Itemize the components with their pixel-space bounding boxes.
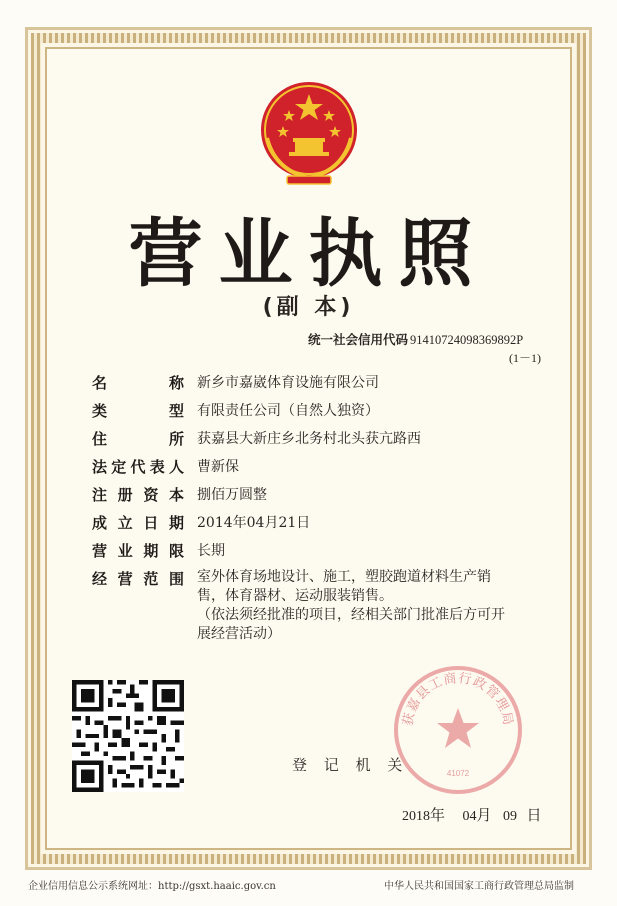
field-row-type: [92, 400, 562, 428]
scope-line: 售，体育器材、运动服装销售。: [197, 588, 393, 604]
day-unit: 日: [526, 806, 542, 824]
field-label: 经 营 范 围: [92, 570, 184, 588]
scope-line: 室外体育场地设计、施工，塑胶跑道材料生产销: [197, 569, 491, 585]
month-unit: 月: [476, 806, 492, 824]
credit-code-value: 91410724098369892P: [410, 333, 524, 347]
seal-code: 41072: [446, 769, 470, 778]
qr-code-icon[interactable]: [72, 680, 184, 792]
legal-representative: 曹新保: [197, 459, 239, 475]
copy-number: (1－1): [509, 351, 541, 365]
field-label: 法 定 代 表 人: [92, 458, 184, 476]
company-name: 新乡市嘉崴体育设施有限公司: [197, 375, 379, 391]
field-row-established: [92, 512, 562, 540]
field-row-scope: [92, 568, 562, 642]
field-label: 注 册 资 本: [92, 486, 184, 504]
field-row-term: [92, 540, 562, 568]
seal-text: 获嘉县工商行政管理局: [400, 671, 516, 728]
year-unit: 年: [430, 806, 446, 824]
issue-date: [402, 804, 542, 825]
company-address: 获嘉县大新庄乡北务村北头获亢路西: [197, 431, 421, 447]
credit-code-line: [308, 330, 568, 348]
credit-code-label: 统一社会信用代码: [308, 332, 409, 347]
license-fields: [92, 372, 562, 642]
issue-day: 09: [503, 809, 518, 824]
field-row-legal-rep: [92, 456, 562, 484]
field-label: 营 业 期 限: [92, 542, 184, 560]
license-subtitle: (副 本): [262, 295, 355, 320]
field-label: 住 所: [92, 430, 184, 448]
footer-issuer: 中华人民共和国国家工商行政管理总局监制: [384, 881, 574, 892]
field-label: 成 立 日 期: [92, 514, 184, 532]
issue-year: 2018: [402, 809, 430, 824]
registration-authority-label: 登 记 机 关: [292, 756, 409, 774]
footer-website: 企业信用信息公示系统网址：http://gsxt.haaic.gov.cn: [28, 881, 276, 892]
business-scope: [197, 568, 557, 644]
business-term: 长期: [197, 543, 225, 559]
issue-month: 04: [462, 809, 477, 824]
company-type: 有限责任公司（自然人独资）: [197, 403, 379, 419]
scope-line: 展经营活动）: [197, 626, 281, 642]
license-title: 营业执照: [128, 211, 489, 297]
national-emblem-icon: [257, 78, 361, 188]
establishment-date: 2014年04月21日: [197, 515, 311, 531]
official-seal-icon: [392, 664, 524, 796]
field-row-address: [92, 428, 562, 456]
field-label: 类 型: [92, 402, 184, 420]
registered-capital: 捌佰万圆整: [197, 487, 267, 503]
scope-line: （依法须经批准的项目，经相关部门批准后方可开: [197, 607, 505, 623]
field-label: 名 称: [92, 374, 184, 392]
field-row-name: [92, 372, 562, 400]
field-row-capital: [92, 484, 562, 512]
